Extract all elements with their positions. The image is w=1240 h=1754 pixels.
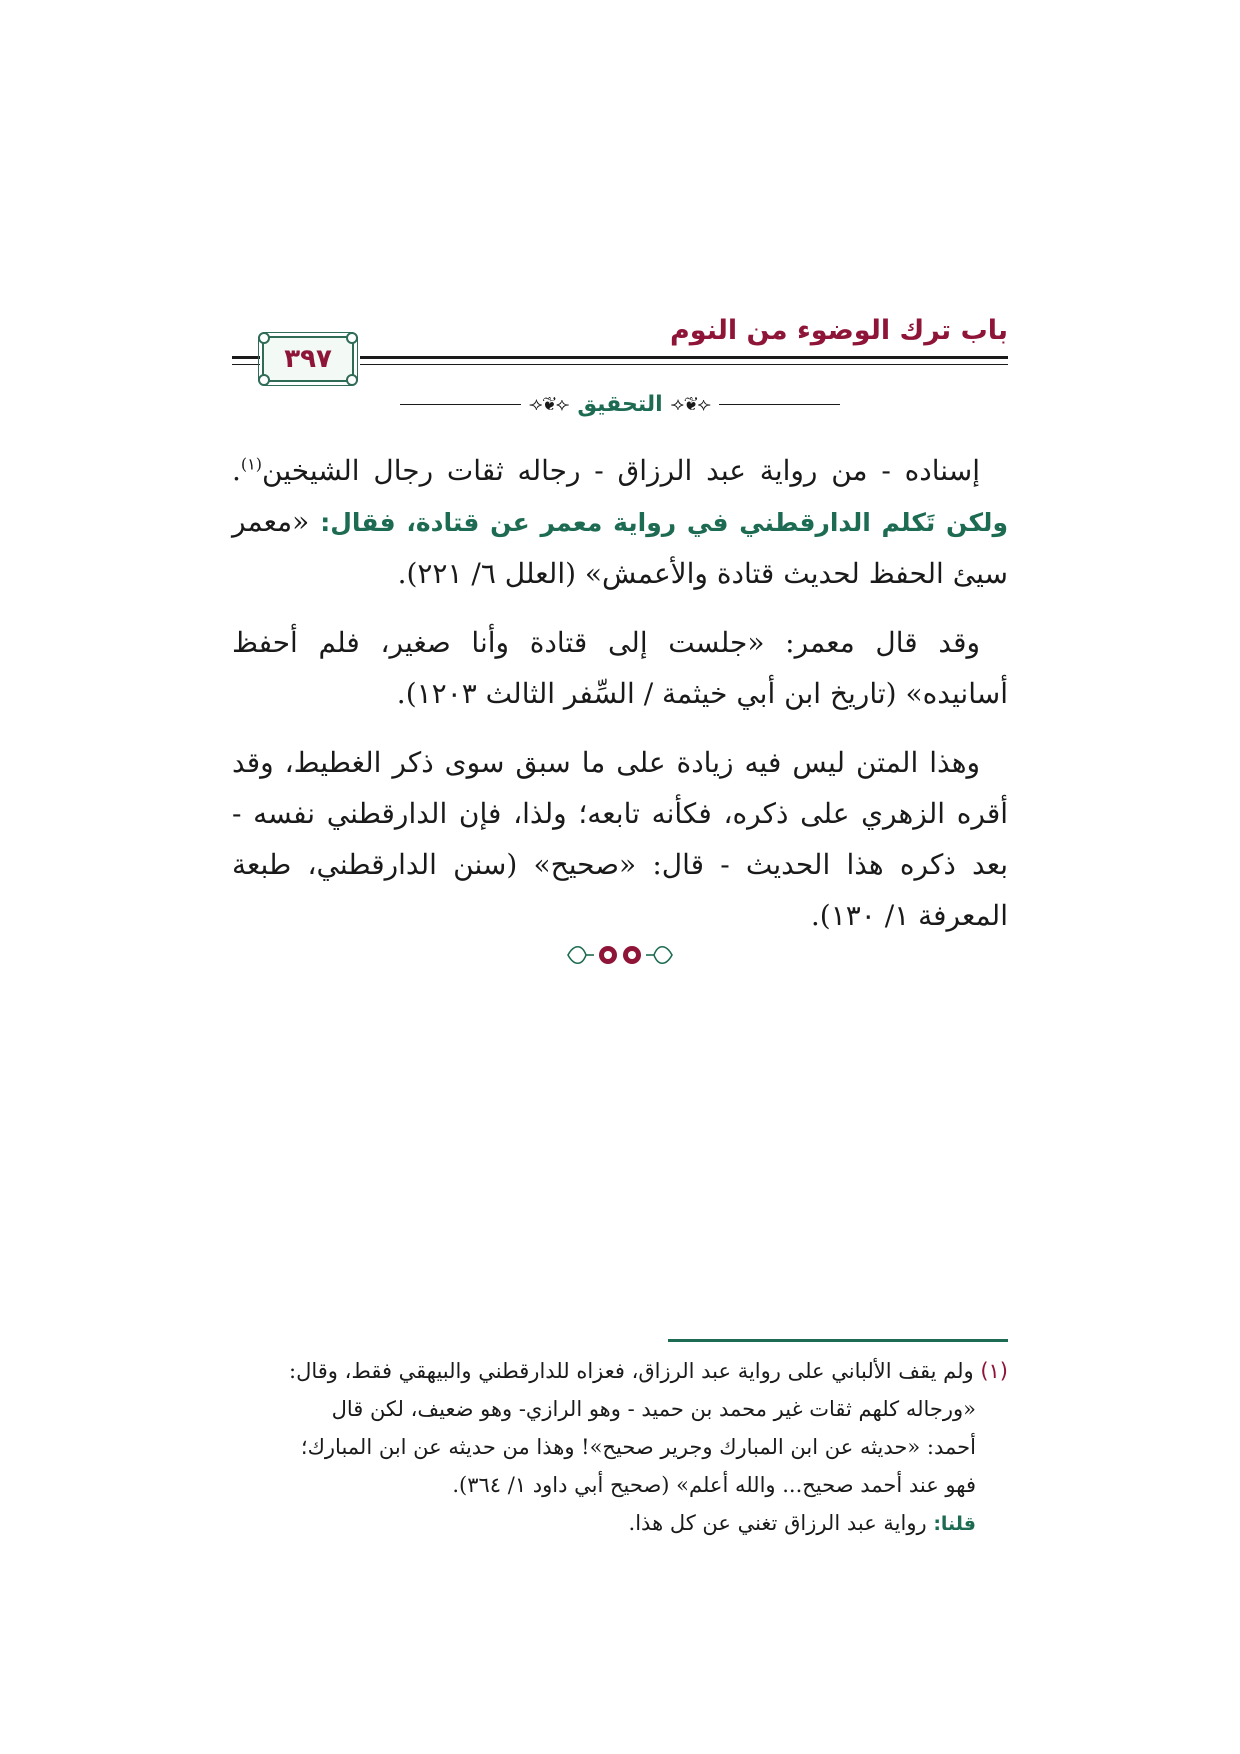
footnote-1-line-4: فهو عند أحمد صحيح... والله أعلم» (صحيح أبي داود ١/ ٣٦٤). xyxy=(452,1473,976,1497)
paragraph-1-punct: . xyxy=(232,454,241,487)
highlighted-phrase: ولكن تَكلم الدارقطني في رواية معمر عن قتادة، فقال: xyxy=(320,508,1008,537)
paragraph-1-quote: «معمر سيئ الحفظ لحديث قتادة والأعمش» (العلل ٦/ ٢٢١). xyxy=(232,505,1008,590)
footnote-1-line-1 xyxy=(232,1352,1008,1390)
page-number-badge xyxy=(262,336,354,382)
paragraph-1-text: إسناده - من رواية عبد الرزاق - رجاله ثقات رجال الشيخين xyxy=(262,454,980,487)
badge-corner-ornament-icon xyxy=(258,374,270,386)
footnote-1-line-2: «ورجاله كلهم ثقات غير محمد بن حميد - وهو الرازي- وهو ضعيف، لكن قال xyxy=(331,1397,976,1421)
footnotes xyxy=(232,1352,1008,1543)
badge-corner-ornament-icon xyxy=(258,332,270,344)
paragraph-2: وقد قال معمر: «جلست إلى قتادة وأنا صغير، فلم أحفظ أسانيده» (تاريخ ابن أبي خيثمة / السِّفر الثالث ١٢٠٣). xyxy=(232,626,1008,710)
footnote-1-line-5 xyxy=(232,1504,1008,1543)
footnote-1-line-3: أحمد: «حديثه عن ابن المبارك وجرير صحيح»! وهذا من حديثه عن ابن المبارك؛ xyxy=(300,1435,976,1459)
badge-corner-ornament-icon xyxy=(346,332,358,344)
footnote-number: (١) xyxy=(980,1359,1008,1383)
main-text xyxy=(232,445,1008,959)
footnote-text: رواية عبد الرزاق تغني عن كل هذا. xyxy=(628,1511,934,1535)
footnote-text: ولم يقف الألباني على رواية عبد الرزاق، فعزاه للدارقطني والبيهقي فقط، وقال: xyxy=(289,1359,974,1383)
badge-corner-ornament-icon xyxy=(346,374,358,386)
divider-line xyxy=(719,404,840,405)
swirl-ornament-icon: ⟢❦⟣ xyxy=(528,393,570,415)
header-rule-left-top xyxy=(232,356,260,359)
swirl-ornament-icon: ⟢❦⟣ xyxy=(670,393,711,415)
header-rule-top xyxy=(360,356,1008,359)
footnote-marker[interactable]: (١) xyxy=(240,454,262,474)
page-number: ٣٩٧ xyxy=(284,344,332,374)
section-title: التحقيق xyxy=(577,391,663,417)
header-rule-left-bottom xyxy=(232,364,260,365)
paragraph-3: وهذا المتن ليس فيه زيادة على ما سبق سوى ذكر الغطيط، وقد أقره الزهري على ذكره، فكأنه تابعه؛ ولذا، فإن الدارقطني نفسه - بعد ذكره هذا الحديث - قال: «صحيح» (سنن الدارقطني، طبعة المعرفة ١/ ١٣٠). xyxy=(232,746,1008,932)
footnote-separator xyxy=(668,1339,1008,1342)
footnote-label: قلنا: xyxy=(933,1513,976,1535)
header-rule-bottom xyxy=(360,364,1008,365)
paragraph-1 xyxy=(232,445,1008,599)
end-ornament-icon xyxy=(560,938,680,972)
divider-line xyxy=(400,404,521,405)
section-divider xyxy=(400,389,840,419)
chapter-title: باب ترك الوضوء من النوم xyxy=(670,315,1008,346)
